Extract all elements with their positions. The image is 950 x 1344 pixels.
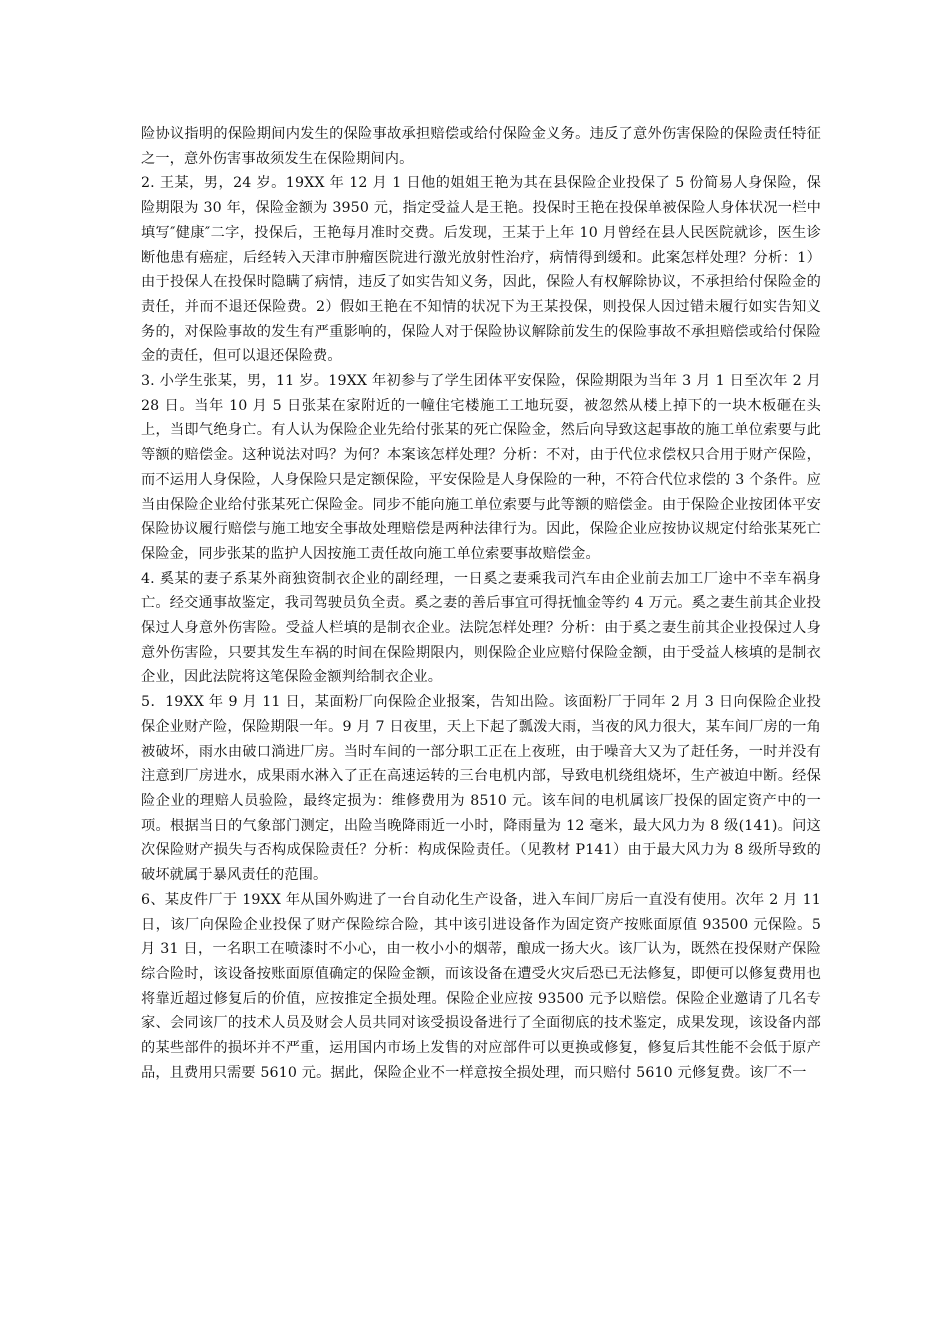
paragraph-case-6: 6、某皮件厂于 19XX 年从国外购进了一台自动化生产设备，进入车间厂房后一直没有使用。次年 2 月 11 日，该厂向保险企业投保了财产保险综合险，其中该引进设备作为固定资产按账面原值 93500 元保险。5 月 31 日，一名职工在喷漆时不小心，由一枚小小的烟蒂，酿成一扬大火。该厂认为，既然在投保财产保险综合险时，该设备按账面原值确定的保险金额，而该设备在遭受火灾后恐已无法修复，即便可以修复费用也将靠近超过修复后的价值，应按推定全损处理。保险企业应按 93500 元予以赔偿。保险企业邀请了几名专家、会同该厂的技术人员及财会人员共同对该受损设备进行了全面彻底的技术鉴定，成果发现，该设备内部的某些部件的损坏并不严重，运用国内市场上发售的对应部件可以更换或修复，修复后其性能不会低于原产品，且费用只需要 5610 元。据此，保险企业不一样意按全损处理，而只赔付 5610 元修复费。该厂不一 <box>141 891 821 1081</box>
paragraph-case-5: 5．19XX 年 9 月 11 日，某面粉厂向保险企业报案，告知出险。该面粉厂于同年 2 月 3 日向保险企业投保企业财产险，保险期限一年。9 月 7 日夜里，天上下起了瓢泼大雨，当夜的风力很大，某车间厂房的一角被破坏，雨水由破口淌进厂房。当时车间的一部分职工正在上夜班，由于噪音大又为了赶任务，一时并没有注意到厂房进水，成果雨水淋入了正在高速运转的三台电机内部，导致电机绕组烧坏，生产被迫中断。经保险企业的理赔人员验险，最终定损为：维修费用为 8510 元。该车间的电机属该厂投保的固定资产中的一项。根据当日的气象部门测定，出险当晚降雨近一小时，降雨量为 12 毫米，最大风力为 8 级(141)。问这次保险财产损失与否构成保险责任？分析：构成保险责任。（见教材 P141）由于最大风力为 8 级所导致的破坏就属于暴风责任的范围。 <box>141 694 821 884</box>
paragraph-case-3: 3. 小学生张某，男，11 岁。19XX 年初参与了学生团体平安保险，保险期限为当年 3 月 1 日至次年 2 月 28 日。当年 10 月 5 日张某在家附近的一幢住宅楼施工工地玩耍，被忽然从楼上掉下的一块木板砸在头上，当即气绝身亡。有人认为保险企业先给付张某的死亡保险金，然后向导致这起事故的施工单位索要与此等额的赔偿金。这种说法对吗？为何？本案该怎样处理？分析：不对，由于代位求偿权只合用于财产保险，而不运用人身保险，人身保险只是定额保险，平安保险是人身保险的一种，不符合代位求偿的 3 个条件。应当由保险企业给付张某死亡保险金。同步不能向施工单位索要与此等额的赔偿金。由于保险企业按团体平安保险协议履行赔偿与施工地安全事故处理赔偿是两种法律行为。因此，保险企业应按协议规定付给张某死亡保险金，同步张某的监护人因按施工责任故向施工单位索要事故赔偿金。 <box>141 373 821 562</box>
paragraph-case-2: 2. 王某，男，24 岁。19XX 年 12 月 1 日他的姐姐王艳为其在县保险企业投保了 5 份简易人身保险，保险期限为 30 年，保险金额为 3950 元，指定受益人是王艳。投保时王艳在投保单被保险人身体状况一栏中填写″健康″二字，投保后，王艳每月准时交费。后发现，王某于上年 10 月曾经在县人民医院就诊，医生诊断他患有癌症，后经转入天津市肿瘤医院进行激光放射性治疗，病情得到缓和。此案怎样处理？分析：1）由于投保人在投保时隐瞒了病情，违反了如实告知义务，因此，保险人有权解除协议，不承担给付保险金的责任，并而不退还保险费。2）假如王艳在不知情的状况下为王某投保，则投保人因过错未履行如实告知义务的，对保险事故的发生有严重影响的，保险人对于保险协议解除前发生的保险事故不承担赔偿或给付保险金的责任，但可以退还保险费。 <box>141 175 821 365</box>
paragraph-continuation: 险协议指明的保险期间内发生的保险事故承担赔偿或给付保险金义务。违反了意外伤害保险的保险责任特征之一，意外伤害事故须发生在保险期间内。 <box>141 126 821 167</box>
paragraph-case-4: 4. 奚某的妻子系某外商独资制衣企业的副经理，一日奚之妻乘我司汽车由企业前去加工厂途中不幸车祸身亡。经交通事故鉴定，我司驾驶员负全责。奚之妻的善后事宜可得抚恤金等约 4 万元。奚之妻生前其企业投保过人身意外伤害险。受益人栏填的是制衣企业。法院怎样处理？分析：由于奚之妻生前其企业投保过人身意外伤害险，只要其发生车祸的时间在保险期限内，则保险企业应赔付保险金额，由于受益人核填的是制衣企业，因此法院将这笔保险金额判给制衣企业。 <box>141 570 821 686</box>
document-page <box>141 122 821 1085</box>
